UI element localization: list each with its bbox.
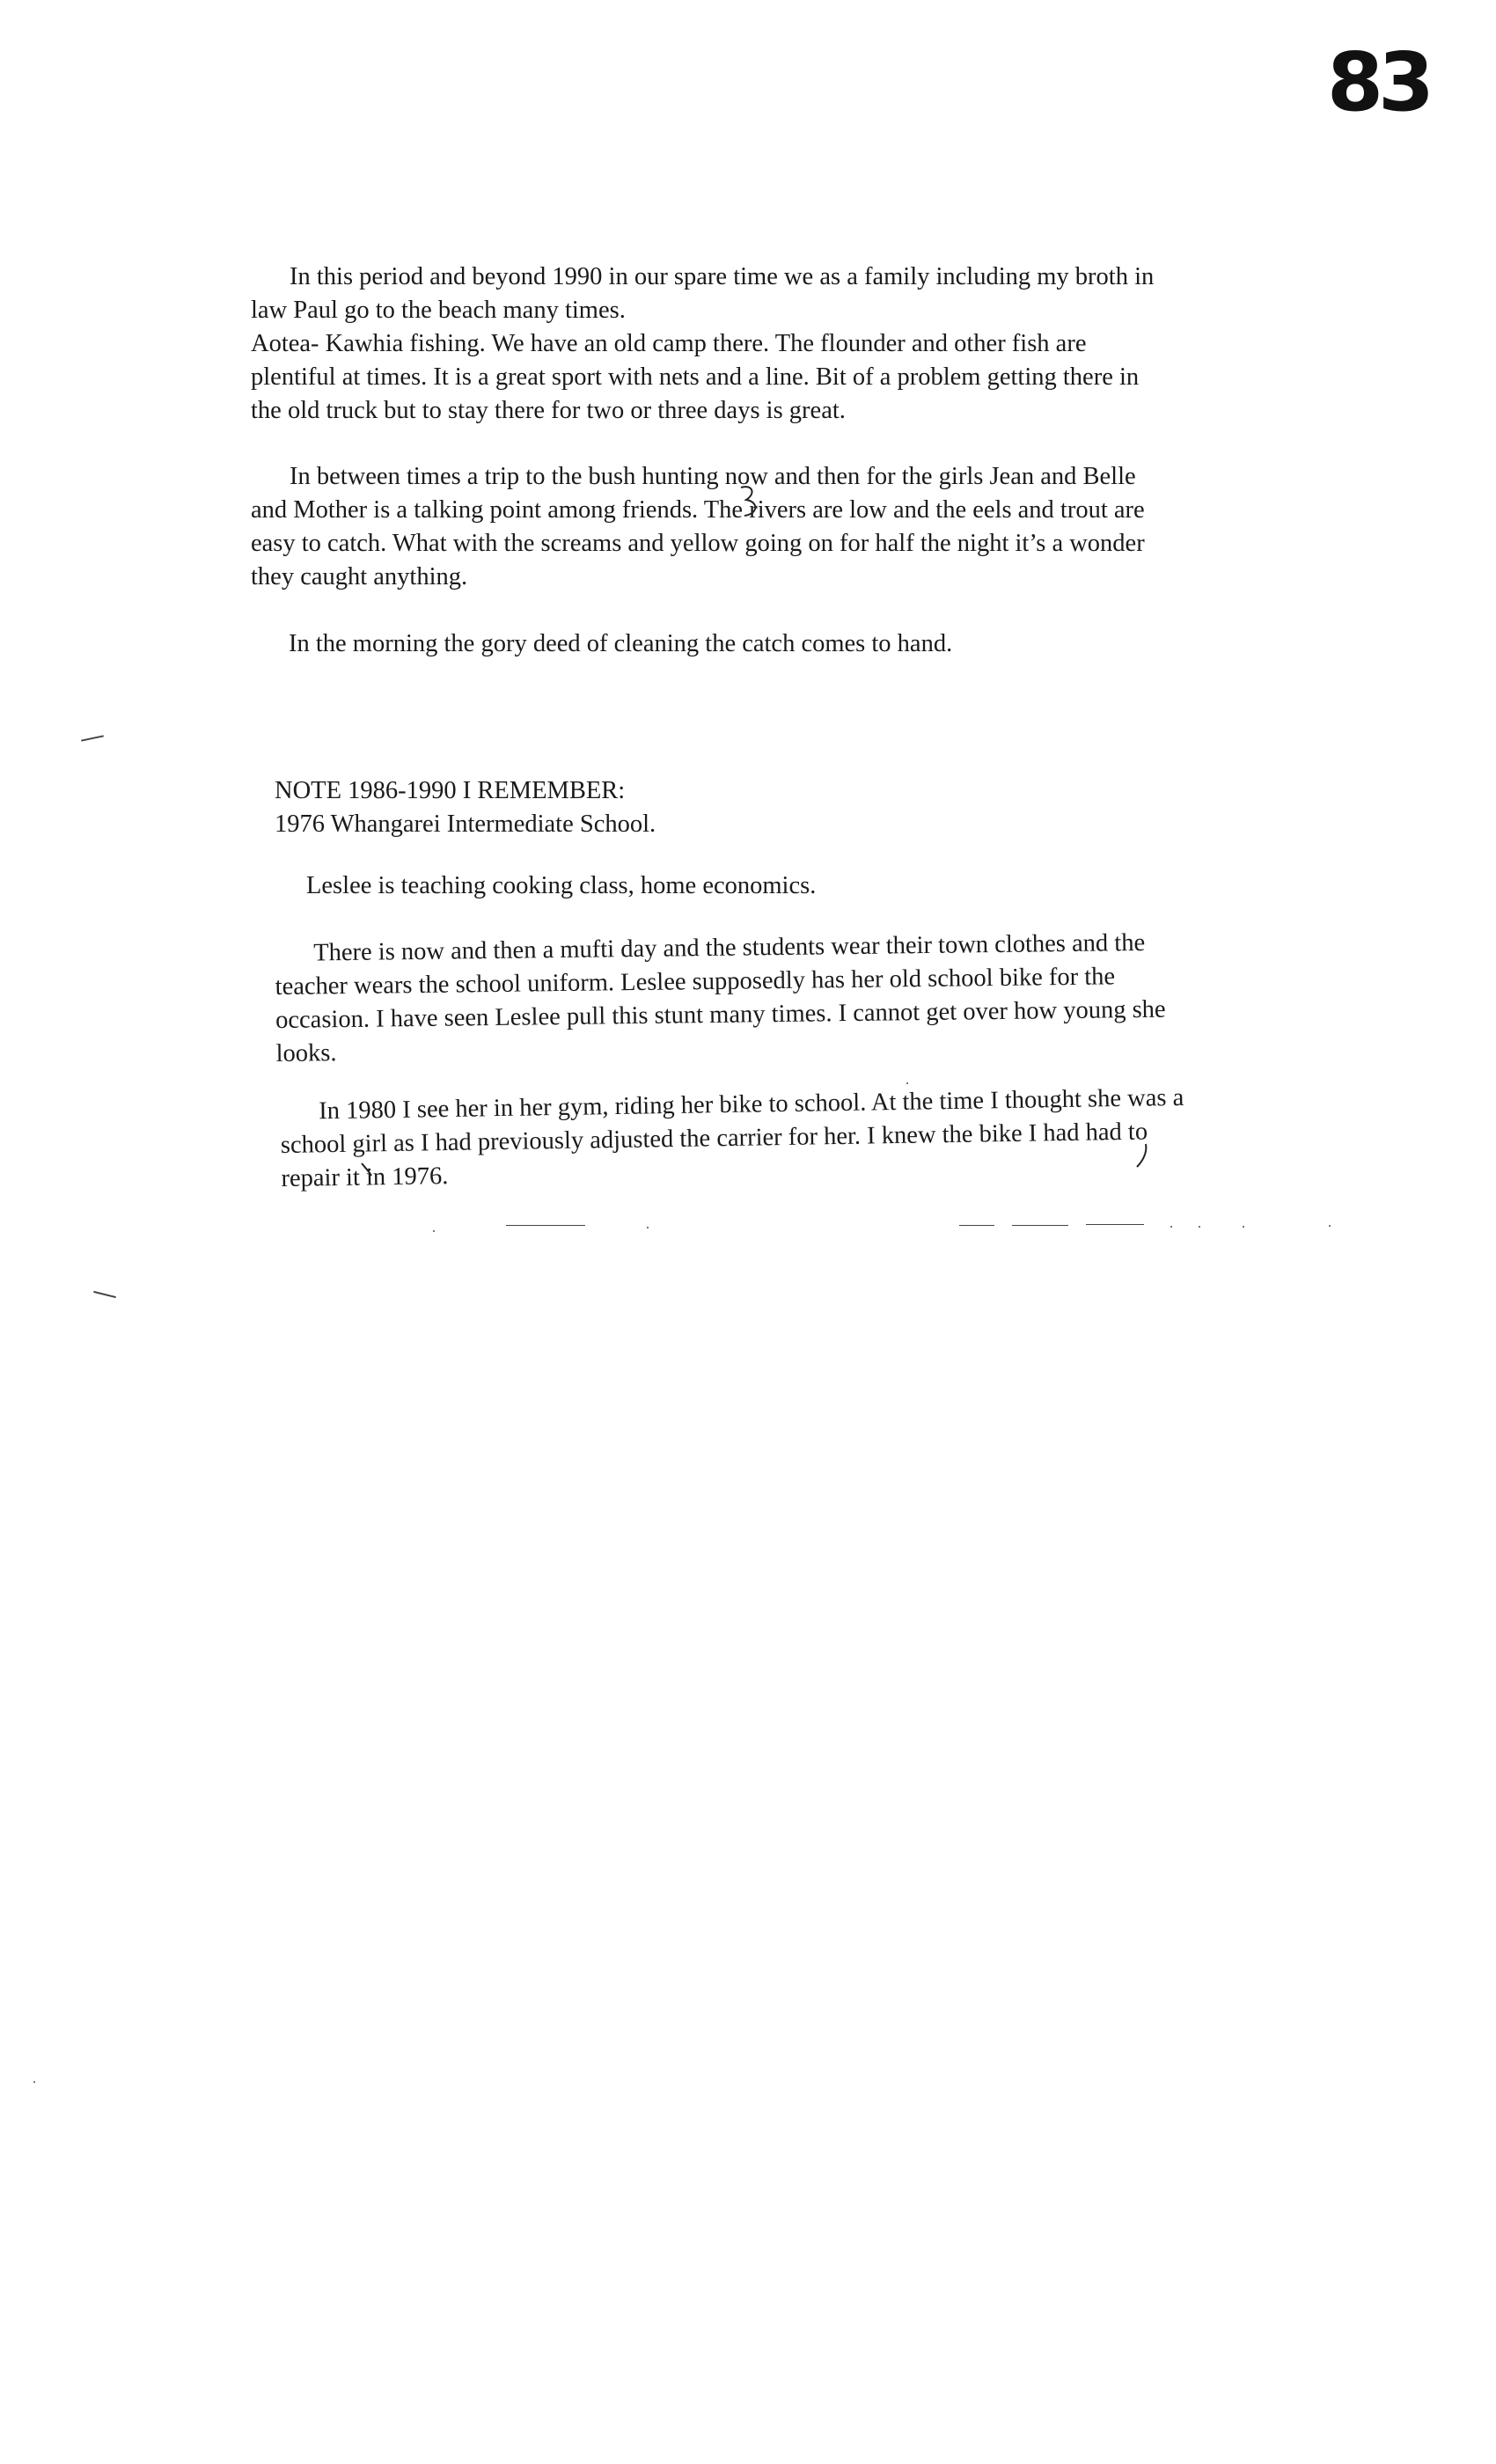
margin-mark bbox=[93, 1291, 116, 1298]
scan-artifact-dot bbox=[1243, 1226, 1244, 1228]
text-line: looks. bbox=[275, 1039, 337, 1067]
text-line: In 1980 I see her in her gym, riding her bike to school. At the time I thought she was a bbox=[319, 1083, 1184, 1126]
text-line: There is now and then a mufti day and the students wear their town clothes and the bbox=[313, 928, 1146, 967]
scan-artifact-dot bbox=[1170, 1226, 1172, 1228]
text-line: and Mother is a talking point among friends. The rivers are low and the eels and trout are bbox=[251, 496, 1145, 524]
handwritten-correction-mark bbox=[732, 482, 767, 535]
text-line: repair it in 1976. bbox=[281, 1162, 449, 1192]
text-line: occasion. I have seen Leslee pull this stunt many times. I cannot get over how young she bbox=[275, 995, 1166, 1034]
scan-artifact-dot bbox=[647, 1227, 649, 1228]
text-line: law Paul go to the beach many times. bbox=[251, 297, 626, 324]
note-heading: NOTE 1986-1990 I REMEMBER: bbox=[275, 777, 626, 804]
text-line: school girl as I had previously adjusted the carrier for her. I knew the bike I had had to bbox=[280, 1118, 1148, 1159]
text-line: teacher wears the school uniform. Leslee supposedly has her old school bike for the bbox=[275, 963, 1116, 1001]
scan-artifact-dot bbox=[433, 1230, 435, 1232]
margin-mark bbox=[81, 735, 104, 741]
note-subheading: 1976 Whangarei Intermediate School. bbox=[275, 810, 656, 838]
text-line: plentiful at times. It is a great sport with nets and a line. Bit of a problem getting there in bbox=[251, 363, 1140, 391]
text-line: they caught anything. bbox=[251, 563, 468, 590]
scan-artifact-dot bbox=[1329, 1225, 1331, 1227]
page-number: 83 bbox=[1327, 35, 1430, 129]
handwritten-comma-mark bbox=[1133, 1142, 1151, 1169]
paragraph-mufti-day bbox=[275, 924, 1324, 1071]
text-line: In between times a trip to the bush hunting now and then for the girls Jean and Belle bbox=[290, 463, 1136, 490]
scan-artifact-dot bbox=[906, 1082, 908, 1084]
paragraph-bush-hunting bbox=[251, 460, 1298, 594]
text-line: easy to catch. What with the screams and yellow going on for half the night it’s a wonder bbox=[251, 530, 1145, 557]
paragraph-bike-memory bbox=[280, 1079, 1338, 1196]
text-line: the old truck but to stay there for two or three days is great. bbox=[251, 397, 846, 424]
paragraph-cleaning-catch: In the morning the gory deed of cleaning the catch comes to hand. bbox=[289, 630, 953, 657]
scan-artifact-line bbox=[959, 1225, 994, 1226]
scan-artifact-dot bbox=[33, 2081, 35, 2083]
paragraph-beach-trips bbox=[251, 260, 1298, 428]
note-heading-block bbox=[275, 774, 1243, 841]
paragraph-cooking-class: Leslee is teaching cooking class, home economics. bbox=[306, 872, 817, 899]
scan-artifact-line bbox=[506, 1225, 585, 1226]
text-line: Aotea- Kawhia fishing. We have an old camp there. The flounder and other fish are bbox=[251, 330, 1087, 357]
text-line: In this period and beyond 1990 in our spare time we as a family including my broth in bbox=[290, 263, 1155, 290]
scan-artifact-line bbox=[1012, 1225, 1068, 1226]
handwritten-comma-mark bbox=[359, 1160, 373, 1177]
scan-artifact-line bbox=[1086, 1224, 1144, 1225]
scan-artifact-dot bbox=[1199, 1226, 1200, 1228]
